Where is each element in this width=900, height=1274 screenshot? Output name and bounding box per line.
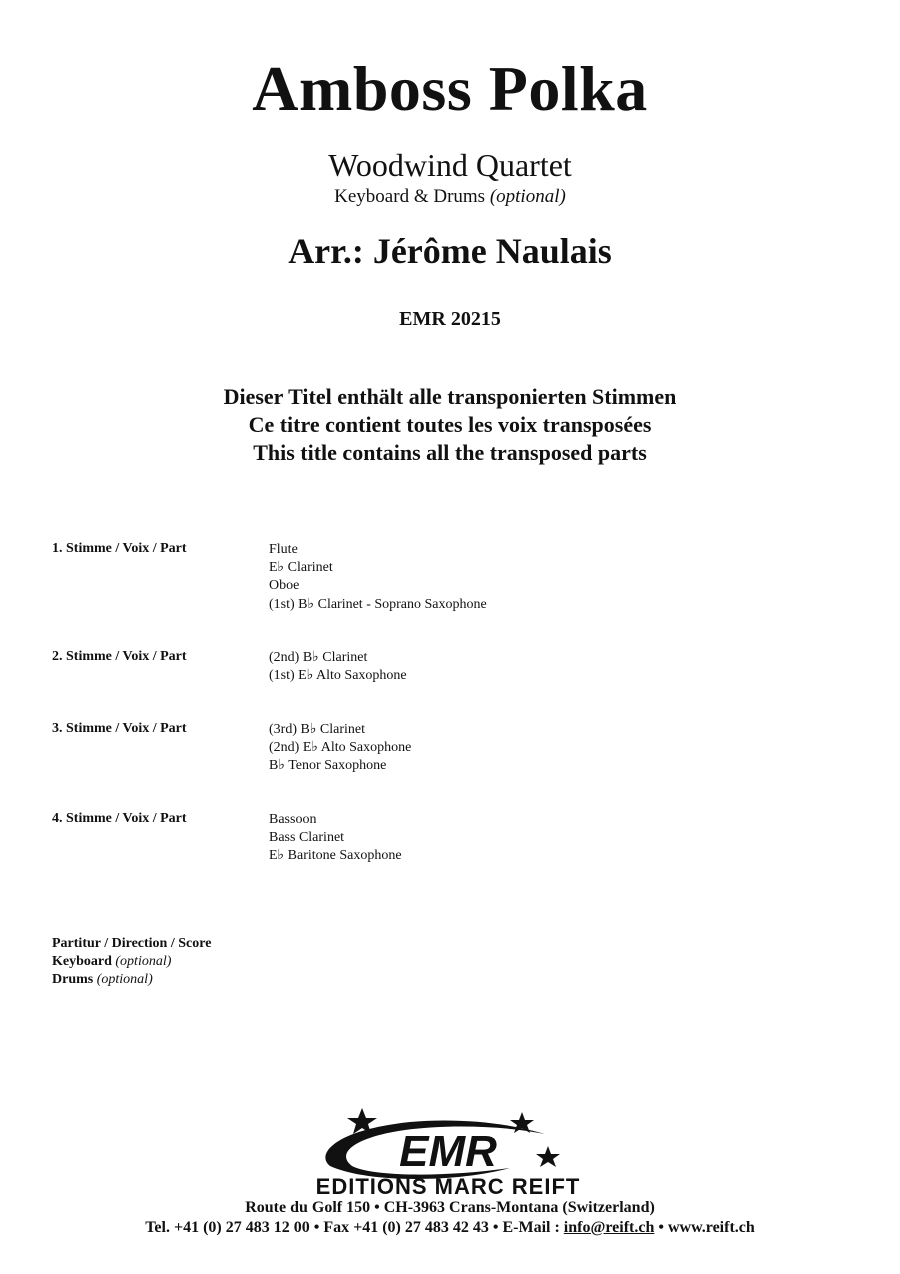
catalog-number: EMR 20215 <box>399 308 501 330</box>
instrument-item: (2nd) E♭ Alto Saxophone <box>269 740 412 756</box>
part-2-instruments <box>269 649 407 685</box>
instrument-item: (1st) E♭ Alto Saxophone <box>269 668 407 684</box>
keyboard-optional: (optional) <box>115 954 172 970</box>
instrument-item: Oboe <box>269 578 300 594</box>
instrumentation-optional: (optional) <box>489 186 566 207</box>
note-french: Ce titre contient toutes les voix transposées <box>248 412 652 437</box>
instrument-item: Bassoon <box>269 812 317 827</box>
part-3-instruments <box>269 721 411 776</box>
instrument-item: E♭ Clarinet <box>269 560 333 576</box>
logo-text: EMR <box>399 1127 497 1176</box>
note-english: This title contains all the transposed parts <box>253 440 647 465</box>
additional-parts <box>52 935 211 990</box>
email-link[interactable]: info@reift.ch <box>563 1219 655 1236</box>
instrument-item: (3rd) B♭ Clarinet <box>269 722 366 737</box>
arranger: Arr.: Jérôme Naulais <box>288 231 612 271</box>
note-german: Dieser Titel enthält alle transponierten Stimmen <box>223 384 677 409</box>
contact-phone-fax: Tel. +41 (0) 27 483 12 00 • Fax +41 (0) 27 483 42 43 • E-Mail : <box>145 1219 564 1236</box>
instrumentation-main: Keyboard & Drums <box>334 186 486 207</box>
instrument-item: E♭ Baritone Saxophone <box>269 848 402 864</box>
part-1-label: 1. Stimme / Voix / Part <box>52 541 187 556</box>
part-4-label: 4. Stimme / Voix / Part <box>52 811 187 826</box>
instrument-item: B♭ Tenor Saxophone <box>269 758 387 774</box>
drums-optional: (optional) <box>96 972 153 988</box>
publisher-name: EDITIONS MARC REIFT <box>315 1174 581 1199</box>
part-1-instruments <box>269 541 487 614</box>
publisher-address: Route du Golf 150 • CH-3963 Crans-Montana (Switzerland) <box>245 1199 655 1216</box>
page-title: Amboss Polka <box>252 53 648 124</box>
instrumentation <box>0 186 900 208</box>
drums-label: Drums <box>52 972 94 988</box>
keyboard-label: Keyboard <box>52 954 112 970</box>
score-label: Partitur / Direction / Score <box>52 936 212 951</box>
instrument-item: Flute <box>269 542 298 557</box>
instrument-item: Bass Clarinet <box>269 830 345 846</box>
part-2-label: 2. Stimme / Voix / Part <box>52 649 187 664</box>
subtitle: Woodwind Quartet <box>328 147 572 183</box>
part-4-instruments <box>269 811 402 866</box>
contact-website: • www.reift.ch <box>654 1219 755 1236</box>
part-3-label: 3. Stimme / Voix / Part <box>52 721 187 736</box>
instrument-item: (2nd) B♭ Clarinet <box>269 650 368 665</box>
instrument-item: (1st) B♭ Clarinet - Soprano Saxophone <box>269 596 487 612</box>
emr-logo <box>300 1108 600 1200</box>
star-icon <box>536 1146 560 1167</box>
publisher-contact <box>0 1219 900 1237</box>
